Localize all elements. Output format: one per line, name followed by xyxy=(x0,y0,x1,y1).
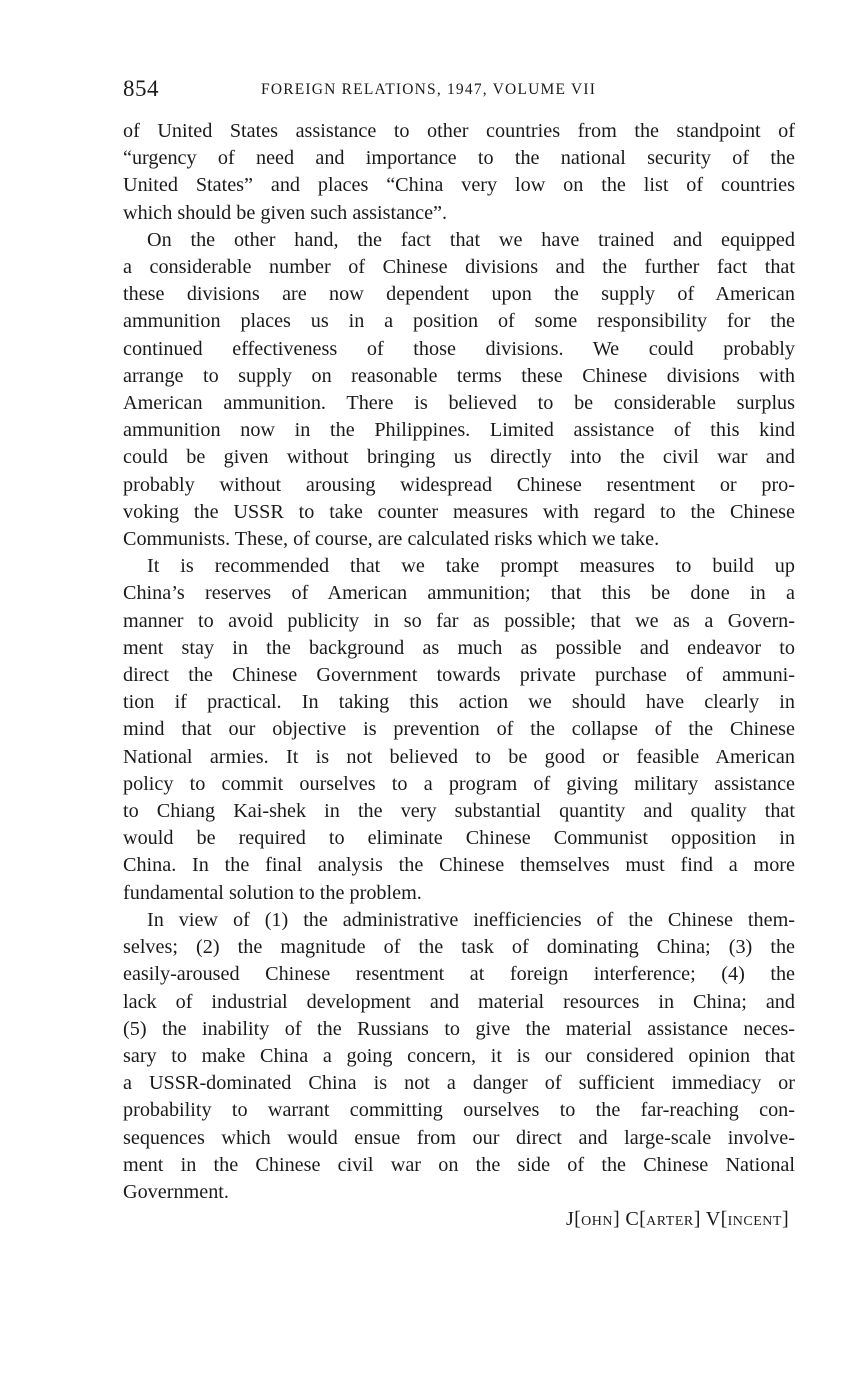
text-line: It is recommended that we take prompt measures to build up xyxy=(147,555,795,578)
running-head: FOREIGN RELATIONS, 1947, VOLUME VII xyxy=(261,81,597,98)
text-line: On the other hand, the fact that we have trained and equipped xyxy=(147,228,795,251)
paragraph xyxy=(123,553,795,907)
text-line: lack of industrial development and material resources in China; and xyxy=(123,990,795,1013)
signature-part: OHN xyxy=(581,1214,613,1229)
text-line: a USSR-dominated China is not a danger of sufficient immediacy or xyxy=(123,1072,795,1095)
text-line: China’s reserves of American ammunition; that this be done in a xyxy=(123,582,795,605)
text-line: direct the Chinese Government towards private purchase of ammuni- xyxy=(123,664,795,687)
paragraph xyxy=(123,227,795,553)
text-line: “urgency of need and importance to the national security of the xyxy=(123,147,795,170)
text-line: In view of (1) the administrative inefficiencies of the Chinese them- xyxy=(147,908,795,931)
text-line: sequences which would ensue from our direct and large-scale involve- xyxy=(123,1126,795,1149)
signature-part: ] C[ xyxy=(613,1208,647,1230)
text-line: ammunition places us in a position of some responsibility for the xyxy=(123,310,795,333)
text-line: ment in the Chinese civil war on the side of the Chinese National xyxy=(123,1153,795,1176)
signature-part: J[ xyxy=(565,1208,582,1230)
text-line: these divisions are now dependent upon the supply of American xyxy=(123,283,795,306)
body-text xyxy=(123,118,795,1206)
text-line: ment stay in the background as much as possible and endeavor to xyxy=(123,636,795,659)
page-header xyxy=(123,76,795,104)
text-line: which should be given such assistance”. xyxy=(123,201,448,224)
text-line: would be required to eliminate Chinese Communist opposition in xyxy=(123,827,795,850)
text-line: could be given without bringing us directly into the civil war and xyxy=(123,446,795,469)
text-line: United States” and places “China very low on the list of countries xyxy=(123,174,795,197)
paragraph xyxy=(123,907,795,1206)
text-line: a considerable number of Chinese divisions and the further fact that xyxy=(123,256,795,279)
text-line: Communists. These, of course, are calculated risks which we take. xyxy=(123,528,660,551)
text-line: American ammunition. There is believed to be considerable surplus xyxy=(123,392,795,415)
signature-part: ARTER xyxy=(646,1214,694,1229)
text-line: easily-aroused Chinese resentment at foreign interference; (4) the xyxy=(123,963,795,986)
text-line: Government. xyxy=(123,1180,229,1203)
text-line: manner to avoid publicity in so far as possible; that we as a Govern- xyxy=(123,609,795,632)
text-line: mind that our objective is prevention of the collapse of the Chinese xyxy=(123,718,795,741)
page-number: 854 xyxy=(123,76,159,101)
text-line: fundamental solution to the problem. xyxy=(123,881,422,904)
text-line: China. In the final analysis the Chinese themselves must find a more xyxy=(123,854,795,877)
text-line: ammunition now in the Philippines. Limited assistance of this kind xyxy=(123,419,795,442)
signature-part: INCENT xyxy=(727,1214,782,1229)
text-line: arrange to supply on reasonable terms these Chinese divisions with xyxy=(123,364,795,387)
text-line: continued effectiveness of those divisions. We could probably xyxy=(123,337,795,360)
text-line: selves; (2) the magnitude of the task of dominating China; (3) the xyxy=(123,936,795,959)
text-line: policy to commit ourselves to a program of giving military assistance xyxy=(123,772,795,795)
text-line: tion if practical. In taking this action we should have clearly in xyxy=(123,691,795,714)
signature xyxy=(566,1208,789,1231)
text-line: sary to make China a going concern, it is our considered opinion that xyxy=(123,1044,795,1067)
text-line: (5) the inability of the Russians to give the material assistance neces- xyxy=(123,1017,795,1040)
text-line: voking the USSR to take counter measures with regard to the Chinese xyxy=(123,500,795,523)
signature-part: ] xyxy=(781,1208,789,1230)
paragraph xyxy=(123,118,795,227)
text-line: probably without arousing widespread Chinese resentment or pro- xyxy=(123,473,795,496)
text-line: to Chiang Kai-shek in the very substantial quantity and quality that xyxy=(123,800,795,823)
text-line: of United States assistance to other countries from the standpoint of xyxy=(123,120,795,142)
signature-part: ] V[ xyxy=(693,1208,728,1230)
text-line: National armies. It is not believed to be good or feasible American xyxy=(123,745,795,768)
text-line: probability to warrant committing ourselves to the far-reaching con- xyxy=(123,1099,795,1122)
